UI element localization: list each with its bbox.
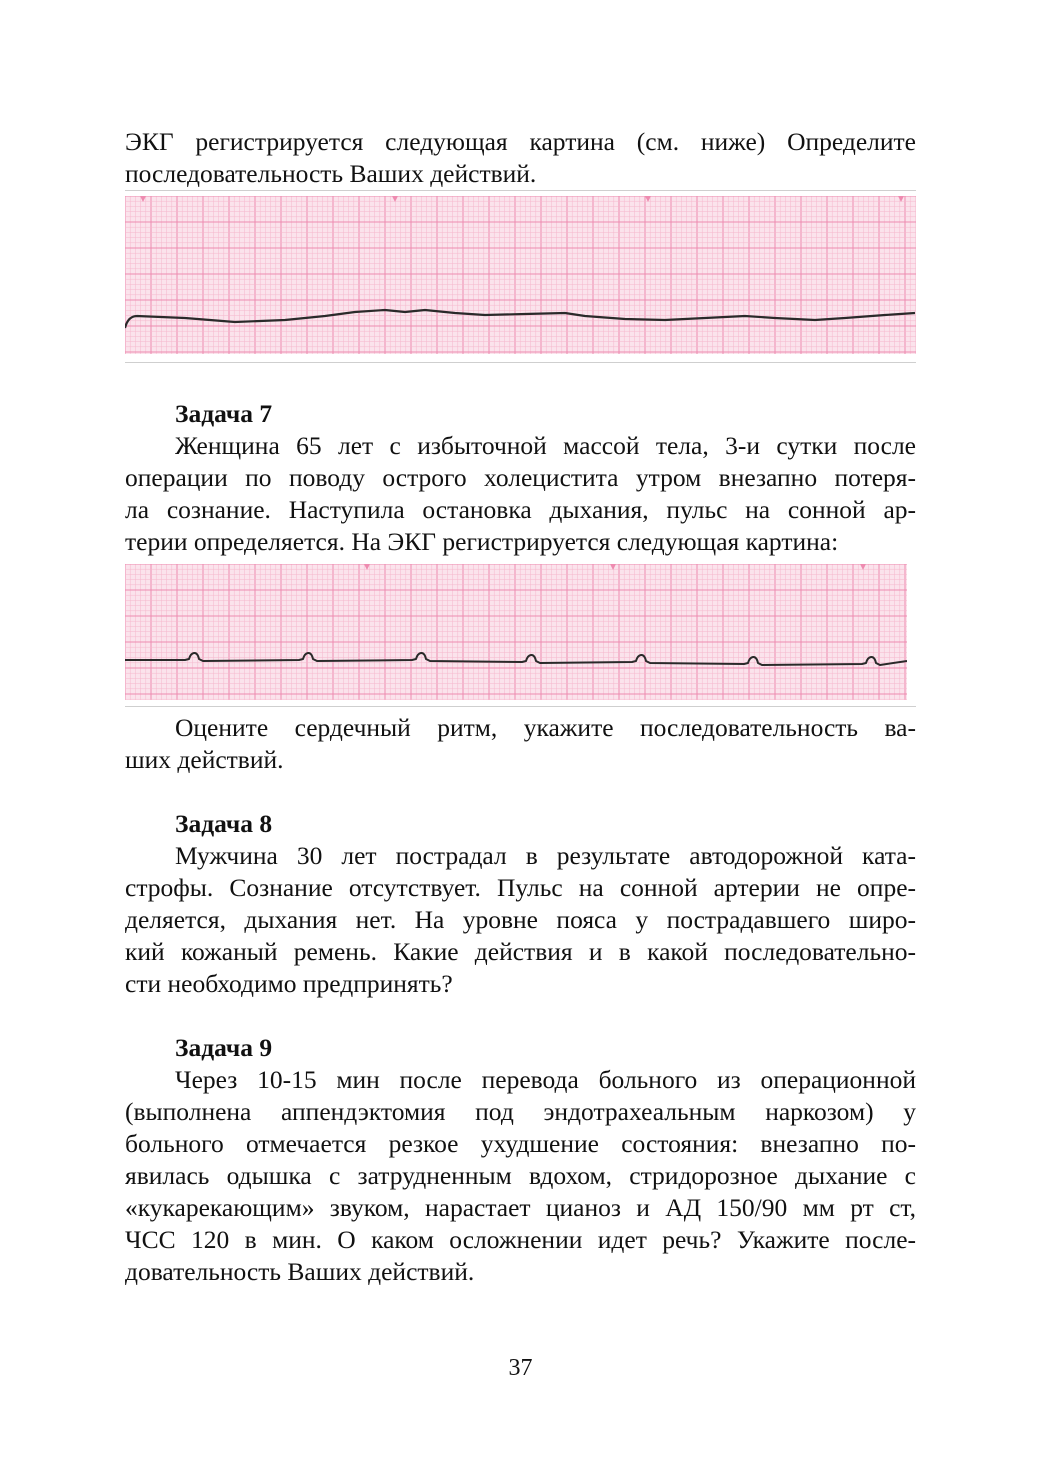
text-line: сти необходимо предпринять? bbox=[125, 969, 453, 998]
text-line: Оцените сердечный ритм, укажите последовательность ва- bbox=[175, 713, 916, 742]
text-line: ших действий. bbox=[125, 745, 284, 774]
divider bbox=[125, 190, 916, 191]
text-line: кий кожаный ремень. Какие действия и в какой последовательно- bbox=[125, 937, 916, 966]
text-line: (выполнена аппендэктомия под эндотрахеальным наркозом) у bbox=[125, 1097, 916, 1126]
text-line: строфы. Сознание отсутствует. Пульс на сонной артерии не опре- bbox=[125, 873, 916, 902]
text-line: ла сознание. Наступила остановка дыхания, пульс на сонной ар- bbox=[125, 495, 916, 524]
ecg-strip-1 bbox=[125, 196, 916, 359]
text-line: ЧСС 120 в мин. О каком осложнении идет речь? Укажите после- bbox=[125, 1225, 916, 1254]
text-line: Мужчина 30 лет пострадал в результате автодорожной ката- bbox=[175, 841, 916, 870]
text-line: больного отмечается резкое ухудшение состояния: внезапно по- bbox=[125, 1129, 916, 1158]
task-9-paragraph bbox=[125, 1064, 916, 1288]
task-9-title: Задача 9 bbox=[175, 1033, 273, 1062]
ecg-strip-2 bbox=[125, 564, 907, 705]
text-line: Женщина 65 лет с избыточной массой тела, 3-и сутки после bbox=[175, 431, 916, 460]
task-7-title: Задача 7 bbox=[175, 399, 273, 428]
text-line: операции по поводу острого холецистита утром внезапно потеря- bbox=[125, 463, 916, 492]
task-8-title: Задача 8 bbox=[175, 809, 273, 838]
divider bbox=[125, 362, 916, 363]
text-line: ЭКГ регистрируется следующая картина (см. ниже) Определите bbox=[125, 127, 916, 156]
text-line: терии определяется. На ЭКГ регистрируется следующая картина: bbox=[125, 527, 839, 556]
task-8-paragraph bbox=[125, 840, 916, 1000]
ecg-strip-1-image bbox=[125, 196, 916, 354]
document-page bbox=[125, 0, 916, 1471]
text-line: «кукарекающим» звуком, нарастает цианоз и АД 150/90 мм рт ст, bbox=[125, 1193, 916, 1222]
divider bbox=[125, 706, 916, 707]
text-line: последовательность Ваших действий. bbox=[125, 159, 537, 188]
task-7-paragraph bbox=[125, 430, 916, 558]
text-line: деляется, дыхания нет. На уровне пояса у пострадавшего широ- bbox=[125, 905, 916, 934]
text-line: Через 10-15 мин после перевода больного из операционной bbox=[175, 1065, 916, 1094]
intro-paragraph bbox=[125, 126, 916, 190]
text-line: довательность Ваших действий. bbox=[125, 1257, 475, 1286]
ecg-paper bbox=[125, 564, 907, 700]
ecg-strip-2-image bbox=[125, 564, 907, 700]
text-line: явилась одышка с затрудненным вдохом, стридорозное дыхание с bbox=[125, 1161, 916, 1190]
page-number: 37 bbox=[508, 1355, 533, 1381]
ecg-paper bbox=[125, 196, 916, 354]
task-7-question bbox=[125, 712, 916, 776]
